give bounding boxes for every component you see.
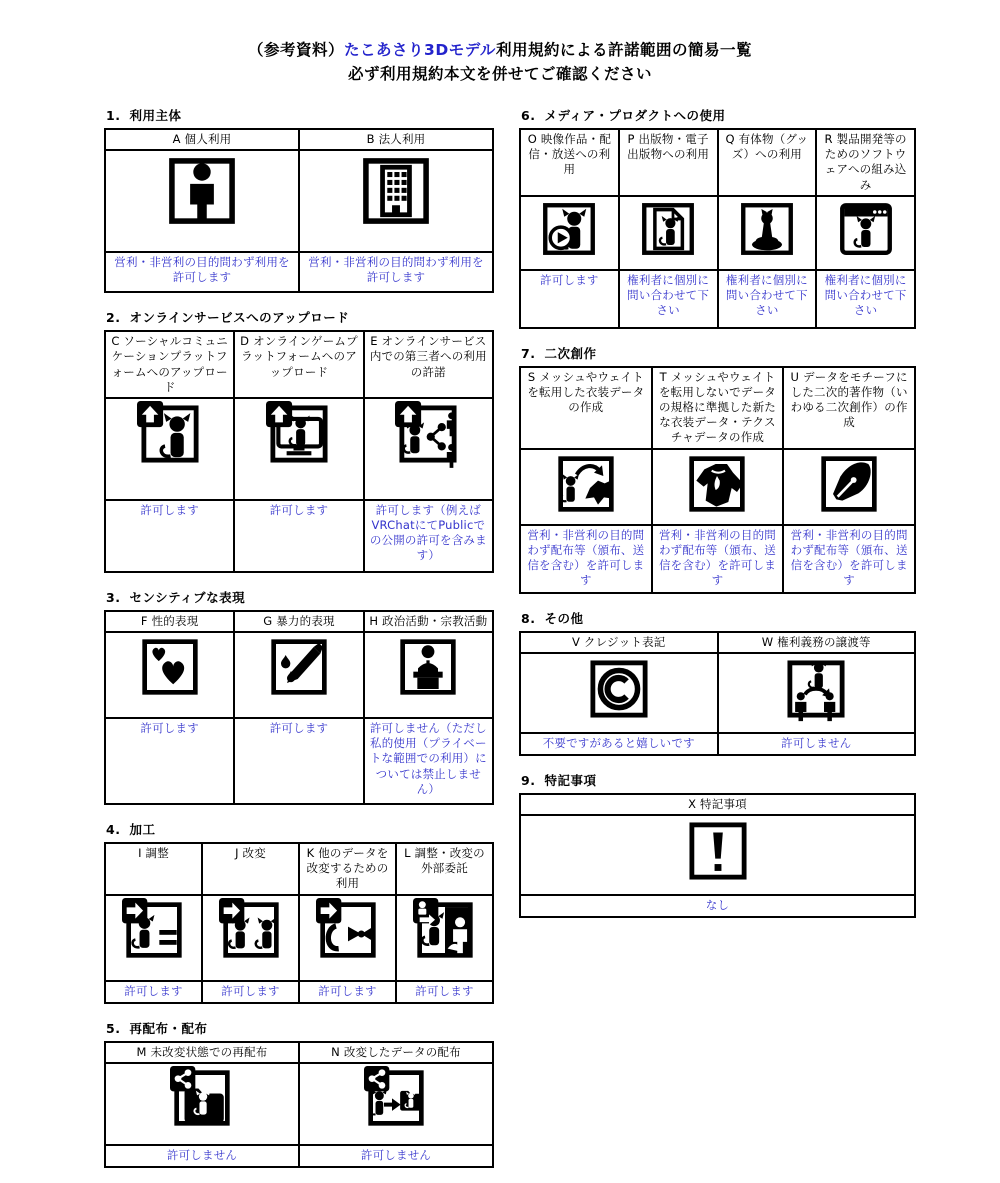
section-number: 1.: [106, 108, 121, 123]
section-2: [104, 308, 494, 573]
permission-table: [519, 128, 916, 329]
permission-table: [519, 793, 916, 918]
item-header: K 他のデータを改変するための利用: [299, 843, 396, 895]
permission-table: [519, 631, 916, 756]
item-header: R 製品開発等のためのソフトウェアへの組み込み: [816, 129, 915, 196]
item-icon-cell: [718, 196, 817, 270]
section-heading-text: センシティブな表現: [129, 589, 246, 605]
item-header: D オンラインゲームプラットフォームへのアップロード: [234, 331, 363, 398]
pen-nib-icon: [817, 452, 881, 516]
section-heading: [106, 1019, 494, 1037]
upload-share-people-icon: [395, 401, 461, 467]
left-column: [104, 106, 494, 1183]
section-6: [519, 106, 916, 329]
modify-two-cats-icon: [219, 898, 283, 962]
permission-table: [519, 366, 916, 594]
item-status: 許可しません: [718, 733, 916, 755]
window-cat-icon: [836, 199, 896, 259]
section-heading: [521, 106, 916, 124]
item-status: 許可します: [234, 500, 363, 572]
item-icon-cell: [396, 895, 493, 981]
item-header: Q 有体物（グッズ）への利用: [718, 129, 817, 196]
item-icon-cell: [105, 895, 202, 981]
section-heading: [106, 106, 494, 124]
section-number: 6.: [521, 108, 536, 123]
upload-cat-icon: [137, 401, 203, 467]
item-status: 権利者に個別に問い合わせて下さい: [816, 270, 915, 328]
item-icon-cell: [105, 150, 299, 252]
item-icon-cell: [364, 632, 493, 718]
item-icon-cell: [783, 449, 915, 525]
person-icon: [164, 153, 240, 229]
item-icon-cell: [234, 398, 363, 500]
title-brand: たこあさり3Dモデル: [344, 41, 496, 59]
item-header: M 未改変状態での再配布: [105, 1042, 299, 1063]
share-folder-cat-icon: [170, 1066, 234, 1130]
item-status: 不要ですがあると嬉しいです: [520, 733, 718, 755]
section-heading-text: メディア・プロダクトへの使用: [544, 108, 726, 123]
item-header: E オンラインサービス内での第三者への利用の許諾: [364, 331, 493, 398]
item-status: 許可します: [234, 718, 363, 804]
building-icon: [358, 153, 434, 229]
item-icon-cell: [816, 196, 915, 270]
section-number: 7.: [521, 345, 536, 361]
item-status: 営利・非営利の目的問わず配布等（頒布、送信を含む）を許可します: [652, 525, 784, 593]
item-icon-cell: [105, 632, 234, 718]
item-header: X 特記事項: [520, 794, 915, 815]
section-9: [519, 771, 916, 918]
item-status: 許可します: [299, 981, 396, 1003]
section-heading-text: 二次創作: [544, 345, 597, 361]
cat-to-clothes-icon: [554, 452, 618, 516]
section-heading: [106, 588, 494, 606]
item-status: 許可しません: [299, 1145, 493, 1167]
item-icon-cell: [299, 150, 493, 252]
item-status: 営利・非営利の目的問わず利用を許可します: [299, 252, 493, 292]
item-header: G 暴力的表現: [234, 611, 363, 632]
section-7: [519, 344, 916, 594]
item-status: 許可しません（ただし私的使用（プライベートな範囲での利用）については禁止しません）: [364, 718, 493, 804]
item-icon-cell: [364, 398, 493, 500]
item-icon-cell: [299, 1063, 493, 1145]
item-status: 営利・非営利の目的問わず配布等（頒布、送信を含む）を許可します: [783, 525, 915, 593]
section-number: 4.: [106, 822, 121, 838]
section-heading: [521, 771, 916, 789]
item-header: U データをモチーフにした二次的著作物（いわゆる二次創作）の作成: [783, 367, 915, 449]
item-header: P 出版物・電子出版物への利用: [619, 129, 718, 196]
item-header: I 調整: [105, 843, 202, 895]
item-status: 許可します: [202, 981, 299, 1003]
item-header: S メッシュやウェイトを転用した衣装データの作成: [520, 367, 652, 449]
item-header: W 権利義務の譲渡等: [718, 632, 916, 653]
hearts-icon: [138, 635, 202, 699]
item-icon-cell: [652, 449, 784, 525]
item-icon-cell: [718, 653, 916, 733]
item-status: 許可します: [105, 500, 234, 572]
section-heading: [106, 820, 494, 838]
item-icon-cell: [105, 1063, 299, 1145]
item-icon-cell: [234, 632, 363, 718]
item-status: 許可します: [105, 981, 202, 1003]
section-heading-text: その他: [544, 610, 584, 626]
section-number: 9.: [521, 772, 536, 788]
item-icon-cell: [105, 398, 234, 500]
item-header: L 調整・改変の外部委託: [396, 843, 493, 895]
adjust-equals-cat-icon: [122, 898, 186, 962]
section-heading-text: 再配布・配布: [129, 1020, 208, 1036]
section-heading-text: オンラインサービスへのアップロード: [129, 310, 350, 326]
item-header: N 改変したデータの配布: [299, 1042, 493, 1063]
item-header: J 改変: [202, 843, 299, 895]
item-header: C ソーシャルコミュニケーションプラットフォームへのアップロード: [105, 331, 234, 398]
section-4: [104, 820, 494, 1004]
section-1: [104, 106, 494, 293]
section-number: 3.: [106, 589, 121, 605]
section-3: [104, 588, 494, 805]
item-icon-cell: [520, 815, 915, 895]
item-status: 許可しません: [105, 1145, 299, 1167]
bow-tail-cat-icon: [316, 898, 380, 962]
copyright-icon: [586, 656, 652, 722]
outsource-split-icon: [413, 898, 477, 962]
transfer-cat-people-icon: [783, 656, 849, 722]
section-number: 8.: [521, 610, 536, 626]
item-status: 許可します: [520, 270, 619, 328]
item-header: T メッシュやウェイトを転用しないでデータの規格に準拠した新たな衣装データ・テクスチャデータの作成: [652, 367, 784, 449]
item-icon-cell: [202, 895, 299, 981]
item-header: B 法人利用: [299, 129, 493, 150]
item-status: 営利・非営利の目的問わず利用を許可します: [105, 252, 299, 292]
section-heading-text: 加工: [129, 822, 156, 838]
section-number: 2.: [106, 310, 121, 326]
section-heading: [106, 308, 494, 326]
title-prefix: （参考資料）: [248, 41, 345, 59]
section-heading: [521, 344, 916, 362]
item-header: H 政治活動・宗教活動: [364, 611, 493, 632]
item-status: 権利者に個別に問い合わせて下さい: [718, 270, 817, 328]
item-icon-cell: [520, 196, 619, 270]
knife-icon: [267, 635, 331, 699]
item-icon-cell: [619, 196, 718, 270]
section-number: 5.: [106, 1020, 121, 1036]
item-status: なし: [520, 895, 915, 917]
permission-table: [104, 330, 494, 573]
item-status: 営利・非営利の目的問わず配布等（頒布、送信を含む）を許可します: [520, 525, 652, 593]
page-cat-icon: [638, 199, 698, 259]
title-suffix: 利用規約による許諾範囲の簡易一覧: [495, 41, 752, 59]
item-status: 許可します（例えばVRChatにてPublicでの公開の許可を含みます）: [364, 500, 493, 572]
item-header: V クレジット表記: [520, 632, 718, 653]
section-heading-text: 利用主体: [129, 108, 182, 123]
figurine-cat-icon: [737, 199, 797, 259]
title-line-2: 必ず利用規約本文を併せてご確認ください: [347, 65, 652, 84]
permission-table: [104, 610, 494, 805]
item-header: A 個人利用: [105, 129, 299, 150]
play-cat-icon: [539, 199, 599, 259]
page-title: [0, 38, 1000, 86]
podium-person-icon: [396, 635, 460, 699]
item-icon-cell: [299, 895, 396, 981]
item-status: 許可します: [105, 718, 234, 804]
section-5: [104, 1019, 494, 1168]
section-heading-text: 特記事項: [544, 772, 597, 788]
item-header: F 性的表現: [105, 611, 234, 632]
item-status: 権利者に個別に問い合わせて下さい: [619, 270, 718, 328]
clothes-icon: [685, 452, 749, 516]
right-column: [519, 106, 916, 933]
share-cat-to-folder-icon: [364, 1066, 428, 1130]
permission-table: [104, 842, 494, 1004]
item-icon-cell: [520, 449, 652, 525]
section-8: [519, 609, 916, 756]
item-header: O 映像作品・配信・放送への利用: [520, 129, 619, 196]
section-heading: [521, 609, 916, 627]
permission-table: [104, 1041, 494, 1168]
upload-monitor-cat-icon: [266, 401, 332, 467]
title-line-1: [0, 38, 1000, 62]
exclamation-icon: [685, 818, 751, 884]
item-icon-cell: [520, 653, 718, 733]
permission-table: [104, 128, 494, 293]
item-status: 許可します: [396, 981, 493, 1003]
